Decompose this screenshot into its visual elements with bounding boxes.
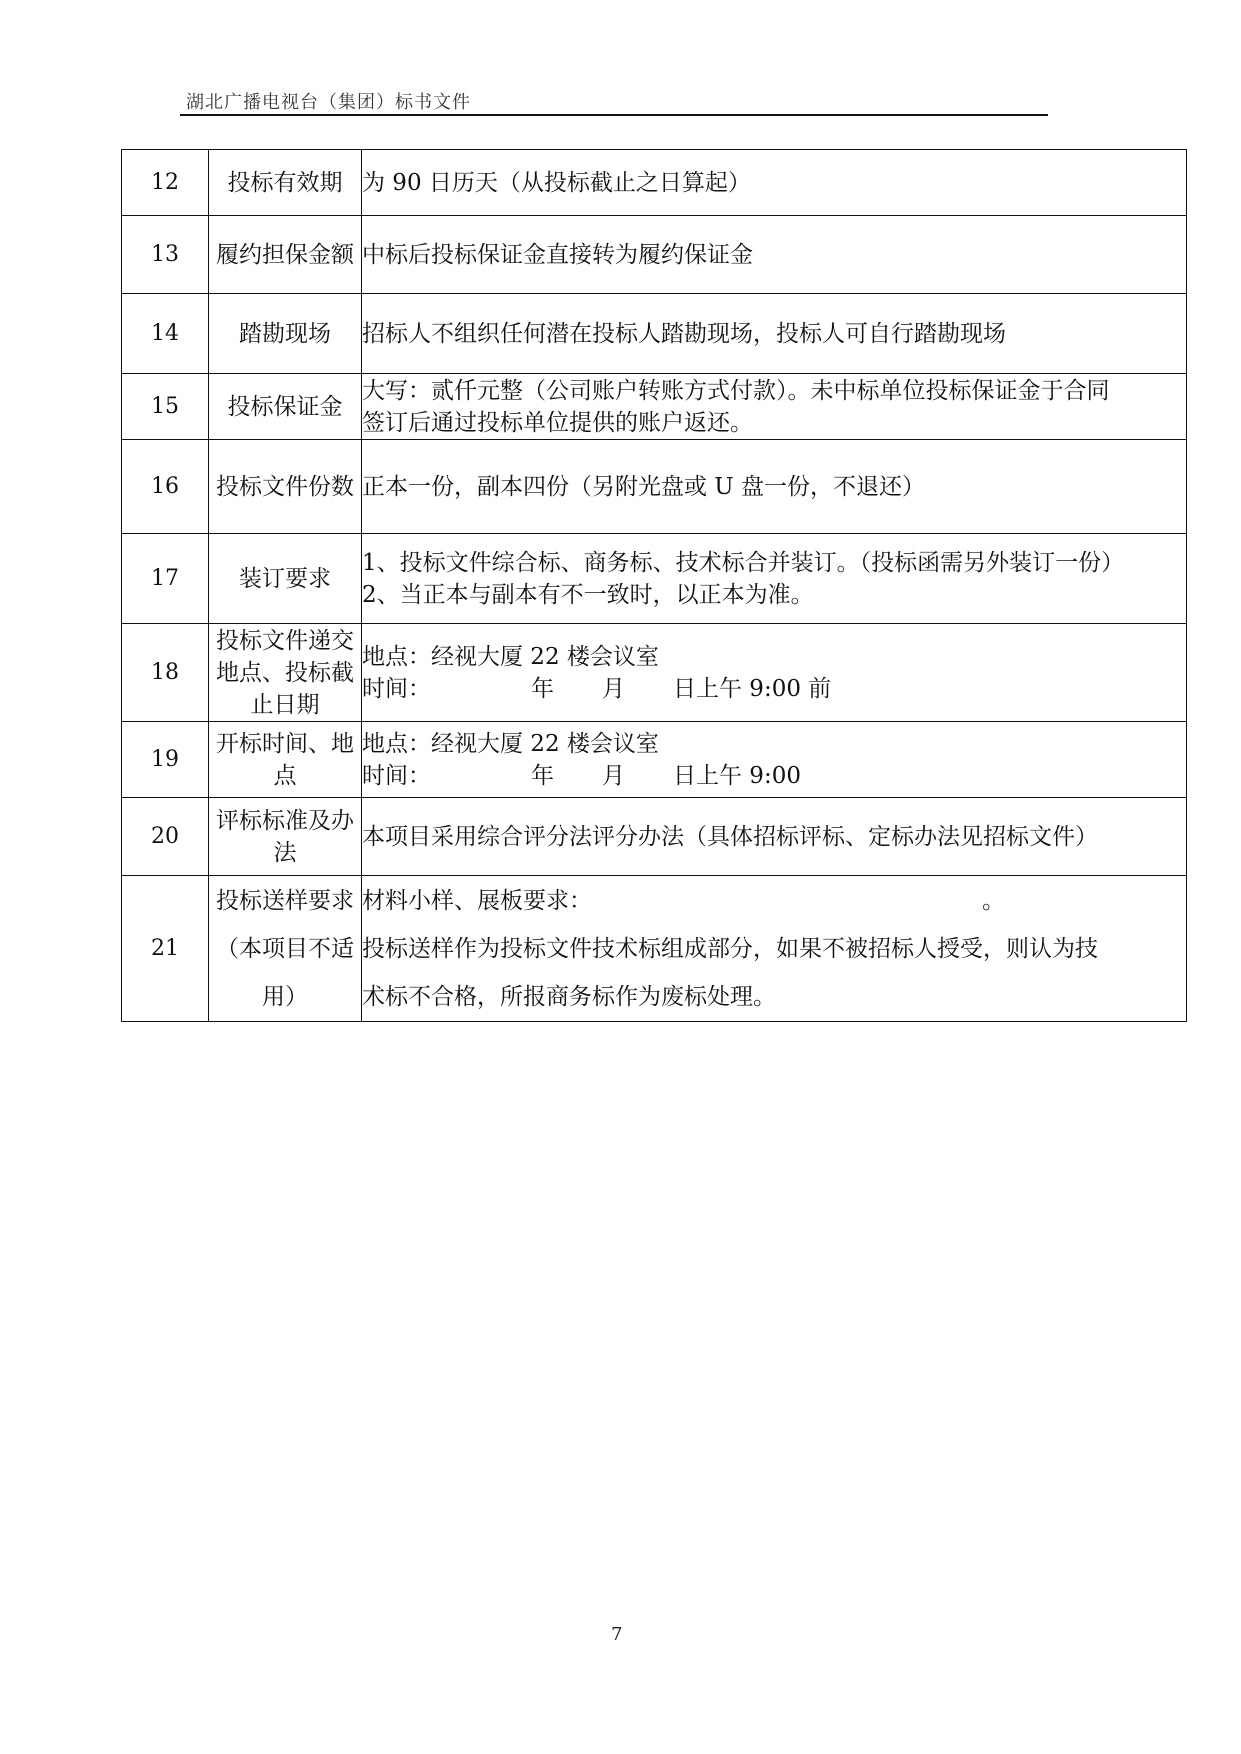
- month-label: 月: [602, 675, 625, 702]
- row-number: 13: [122, 216, 209, 294]
- item-name: 投标保证金: [209, 374, 362, 440]
- item-name: 装订要求: [209, 534, 362, 624]
- item-content: [362, 216, 1187, 294]
- header-rule: [180, 114, 1048, 116]
- content-line: 术标不合格，所报商务标作为废标处理。: [362, 983, 776, 1010]
- item-content: [362, 722, 1187, 798]
- row-number: 21: [122, 876, 209, 1022]
- content-line: 正本一份，副本四份（另附光盘或 U 盘一份，不退还）: [362, 473, 926, 500]
- item-name: 评标标准及办法: [209, 798, 362, 876]
- content-line: 2、当正本与副本有不一致时，以正本为准。: [362, 581, 814, 608]
- day-label: 日上午 9:00: [673, 762, 801, 789]
- table-row: [122, 150, 1187, 216]
- item-name: 投标文件递交地点、投标截止日期: [209, 624, 362, 722]
- year-label: 年: [531, 762, 554, 789]
- spec-table: [121, 149, 1187, 1022]
- table-row: [122, 876, 1187, 1022]
- item-content: [362, 798, 1187, 876]
- day-label: 日上午 9:00 前: [673, 675, 832, 702]
- item-content: [362, 150, 1187, 216]
- content-line: 本项目采用综合评分法评分办法（具体招标评标、定标办法见招标文件）: [362, 823, 1098, 850]
- content-line: 大写：贰仟元整（公司账户转账方式付款）。未中标单位投标保证金于合同: [362, 377, 1110, 404]
- table-row: [122, 534, 1187, 624]
- item-name: 踏勘现场: [209, 294, 362, 374]
- content-line: 为 90 日历天（从投标截止之日算起）: [362, 169, 751, 196]
- row-number: 18: [122, 624, 209, 722]
- item-content: [362, 534, 1187, 624]
- table-row: [122, 294, 1187, 374]
- time-line: [362, 673, 1186, 705]
- table-row: [122, 798, 1187, 876]
- item-content: [362, 294, 1187, 374]
- item-content: [362, 876, 1187, 1022]
- row-number: 12: [122, 150, 209, 216]
- page-number: 7: [611, 1624, 623, 1645]
- table-row: [122, 374, 1187, 440]
- content-line: 签订后通过投标单位提供的账户返还。: [362, 409, 753, 436]
- item-name: 投标文件份数: [209, 440, 362, 534]
- table-row: [122, 440, 1187, 534]
- sample-requirement-label: 材料小样、展板要求：: [362, 887, 592, 914]
- item-content: [362, 440, 1187, 534]
- row-number: 17: [122, 534, 209, 624]
- table-row: [122, 624, 1187, 722]
- item-content: [362, 624, 1187, 722]
- content-line: 1、投标文件综合标、商务标、技术标合并装订。（投标函需另外装订一份）: [362, 549, 1125, 576]
- item-content: [362, 374, 1187, 440]
- time-line: [362, 760, 1186, 792]
- header-title: 湖北广播电视台（集团）标书文件: [186, 92, 471, 113]
- trailing-mark: 。: [982, 887, 1005, 914]
- content-line: 地点：经视大厦 22 楼会议室: [362, 643, 659, 670]
- row-number: 14: [122, 294, 209, 374]
- time-label: 时间：: [362, 762, 431, 789]
- table-row: [122, 216, 1187, 294]
- table-row: [122, 722, 1187, 798]
- month-label: 月: [602, 762, 625, 789]
- year-label: 年: [531, 675, 554, 702]
- row-number: 15: [122, 374, 209, 440]
- content-line: 投标送样作为投标文件技术标组成部分，如果不被招标人授受，则认为技: [362, 935, 1098, 962]
- item-name: 开标时间、地点: [209, 722, 362, 798]
- content-line: 招标人不组织任何潜在投标人踏勘现场，投标人可自行踏勘现场: [362, 320, 1006, 347]
- item-name: 履约担保金额: [209, 216, 362, 294]
- item-name: 投标送样要求（本项目不适用）: [209, 876, 362, 1022]
- item-name: 投标有效期: [209, 150, 362, 216]
- row-number: 20: [122, 798, 209, 876]
- row-number: 19: [122, 722, 209, 798]
- content-line: 中标后投标保证金直接转为履约保证金: [362, 241, 753, 268]
- content-line: 地点：经视大厦 22 楼会议室: [362, 730, 659, 757]
- content-line: [362, 877, 1186, 925]
- time-label: 时间：: [362, 675, 431, 702]
- row-number: 16: [122, 440, 209, 534]
